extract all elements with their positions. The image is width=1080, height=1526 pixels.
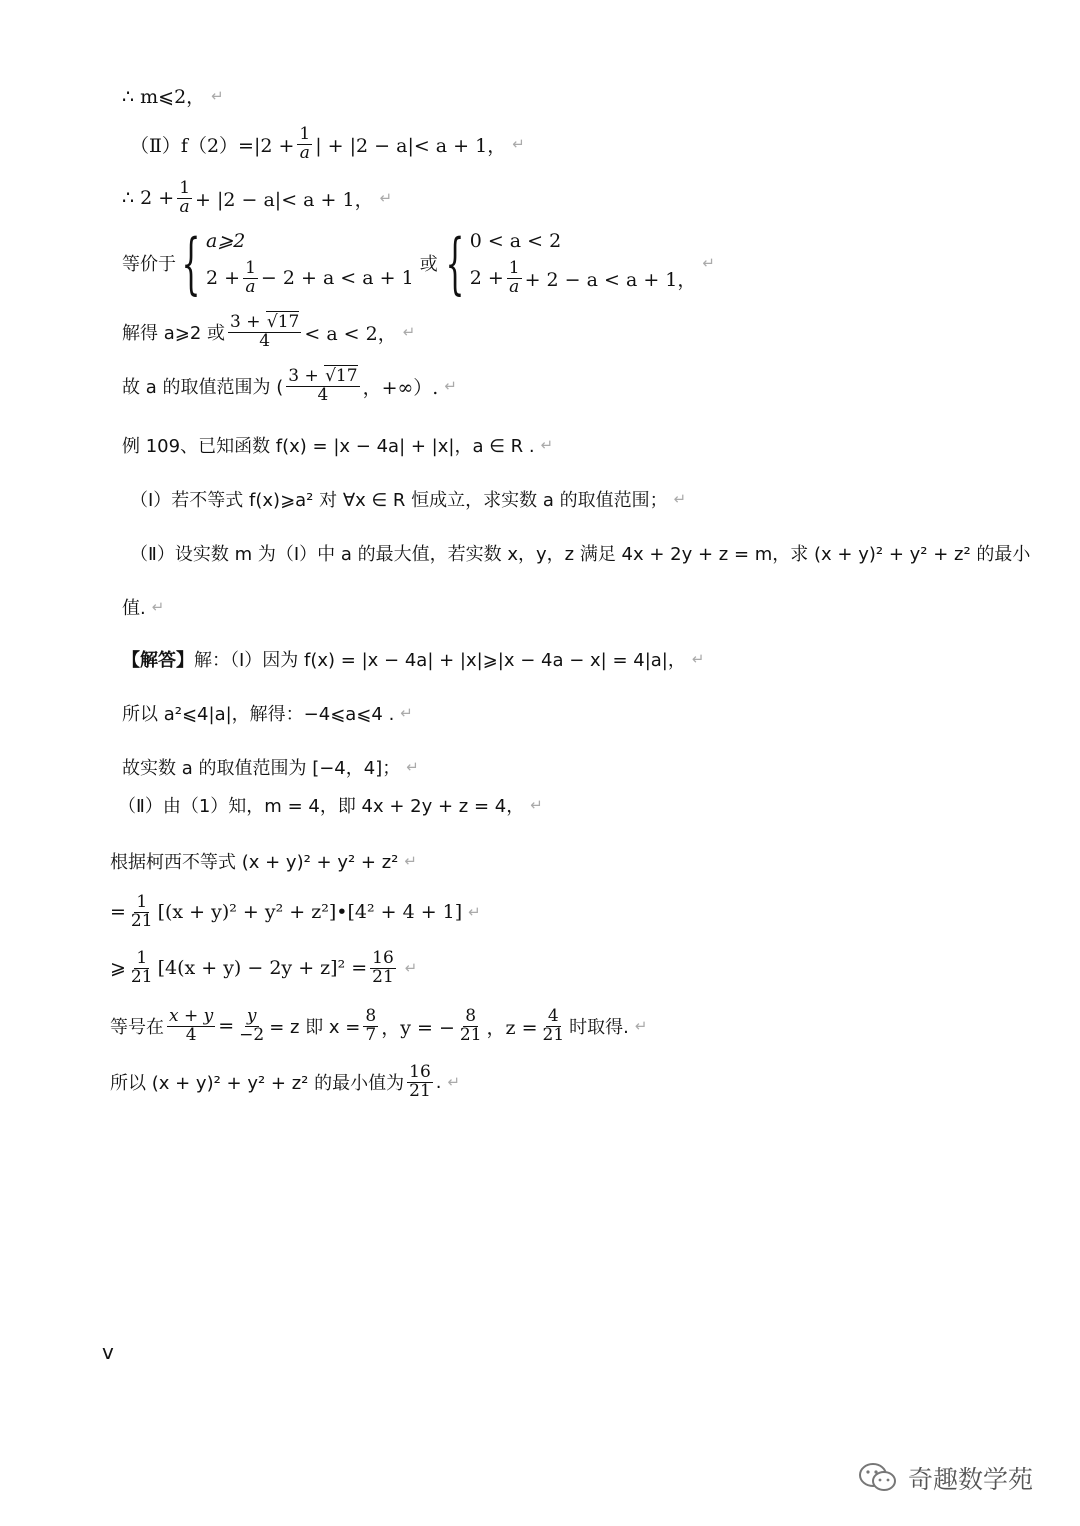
denominator: 21 bbox=[130, 966, 153, 987]
condition: 0 < a < 2 bbox=[469, 230, 562, 252]
fraction bbox=[228, 314, 301, 351]
system-1 bbox=[206, 230, 414, 297]
return-mark: ↵ bbox=[447, 1073, 461, 1092]
line-17 bbox=[110, 950, 417, 987]
line-7 bbox=[122, 432, 553, 458]
text: 根据柯西不等式 (x + y)² + y² + z² bbox=[110, 852, 399, 873]
watermark bbox=[858, 1460, 1033, 1496]
denominator: −2 bbox=[239, 1024, 265, 1045]
fraction bbox=[177, 180, 192, 217]
text: 所以 (x + y)² + y² + z² 的最小值为 bbox=[110, 1073, 405, 1095]
sqrt: √17 bbox=[325, 366, 358, 386]
text: 解：（Ⅰ）因为 f(x) = |x − 4a| + |x|⩾|x − 4a − x| = 4|a|， bbox=[194, 650, 686, 671]
text: 3 + bbox=[288, 366, 325, 386]
text: + 2 − a < a + 1， bbox=[524, 268, 697, 291]
text: 2 + bbox=[206, 267, 241, 290]
return-mark: ↵ bbox=[404, 852, 417, 870]
text: = bbox=[218, 1015, 235, 1038]
return-mark: ↵ bbox=[379, 189, 393, 208]
denominator: 21 bbox=[542, 1024, 565, 1045]
text: （Ⅱ）由（1）知，m = 4，即 4x + 2y + z = 4， bbox=[118, 796, 525, 817]
answer-heading: 【解答】 bbox=[122, 650, 194, 671]
text: < a < 2， bbox=[304, 322, 397, 345]
fraction bbox=[129, 894, 155, 931]
fraction bbox=[370, 950, 396, 987]
numerator: 4 bbox=[547, 1006, 559, 1026]
line-2 bbox=[130, 126, 525, 163]
return-mark: ↵ bbox=[404, 959, 418, 978]
return-mark: ↵ bbox=[400, 704, 413, 722]
text: ⩾ bbox=[110, 957, 126, 980]
denominator: a bbox=[179, 196, 190, 217]
denominator: 4 bbox=[185, 1024, 197, 1045]
denominator: 21 bbox=[459, 1024, 482, 1045]
text: . bbox=[435, 1071, 442, 1093]
fraction bbox=[286, 368, 359, 405]
return-mark: ↵ bbox=[468, 903, 481, 922]
text: 故实数 a 的取值范围为 [−4，4]； bbox=[122, 758, 401, 779]
text: 等号在 bbox=[110, 1017, 164, 1039]
denominator: a bbox=[245, 276, 256, 297]
numerator: 1 bbox=[245, 258, 256, 278]
text: | + |2 − a|< a + 1， bbox=[315, 134, 507, 157]
condition bbox=[470, 260, 697, 297]
numerator: 1 bbox=[508, 258, 520, 278]
text: （Ⅱ）设实数 m 为（Ⅰ）中 a 的最大值，若实数 x，y，z 满足 4x + 2y + z = m，求 (x + y)² + y² + z² 的最小 bbox=[130, 544, 1031, 565]
fraction bbox=[363, 1008, 378, 1045]
return-mark: ↵ bbox=[691, 650, 705, 668]
fraction bbox=[458, 1008, 484, 1045]
sqrt: √17 bbox=[266, 312, 300, 332]
text: ，y = − bbox=[381, 1016, 455, 1039]
line-11 bbox=[122, 646, 704, 672]
numerator: 1 bbox=[136, 948, 148, 968]
watermark-text: 奇趣数学苑 bbox=[908, 1465, 1034, 1494]
text: 2 + bbox=[469, 267, 504, 290]
denominator: 7 bbox=[365, 1024, 377, 1045]
text: 故 a 的取值范围为 ( bbox=[122, 377, 284, 399]
text: = bbox=[110, 901, 126, 924]
line-15 bbox=[110, 848, 417, 874]
text: 时取得. bbox=[569, 1017, 629, 1039]
fraction bbox=[541, 1008, 567, 1045]
denominator: 21 bbox=[409, 1080, 431, 1101]
text: 等价于 bbox=[122, 254, 176, 276]
line-8 bbox=[130, 486, 686, 512]
numerator: 1 bbox=[299, 124, 311, 144]
denominator: 4 bbox=[317, 384, 329, 405]
text: [(x + y)² + y² + z²]•[4² + 4 + 1] bbox=[157, 901, 463, 924]
text: 例 109、已知函数 f(x) = |x − 4a| + |x|，a ∈ R . bbox=[122, 436, 535, 457]
fraction bbox=[237, 1008, 266, 1045]
numerator: 16 bbox=[409, 1062, 431, 1082]
system-2 bbox=[470, 230, 697, 297]
line-9 bbox=[130, 540, 1030, 566]
numerator: 8 bbox=[465, 1006, 477, 1026]
stray-char bbox=[102, 1340, 114, 1364]
line-6 bbox=[122, 368, 457, 405]
line-19 bbox=[110, 1064, 460, 1101]
line-13 bbox=[122, 754, 419, 780]
text: − 2 + a < a + 1 bbox=[260, 267, 414, 290]
return-mark: ↵ bbox=[512, 135, 525, 154]
numerator: 1 bbox=[136, 892, 148, 912]
return-mark: ↵ bbox=[406, 758, 419, 776]
return-mark: ↵ bbox=[211, 86, 224, 105]
numerator: 16 bbox=[372, 948, 394, 968]
condition bbox=[206, 260, 414, 297]
return-mark: ↵ bbox=[634, 1017, 648, 1036]
text: 值. bbox=[122, 598, 146, 619]
text: [4(x + y) − 2y + z]² = bbox=[157, 957, 368, 980]
brace: { bbox=[445, 224, 465, 302]
denominator: 4 bbox=[259, 330, 271, 351]
line-4 bbox=[122, 224, 715, 302]
return-mark: ↵ bbox=[444, 377, 457, 396]
text: ∴ 2 + bbox=[122, 187, 175, 210]
text: v bbox=[102, 1340, 114, 1364]
text: + |2 − a|< a + 1， bbox=[195, 188, 374, 211]
fraction bbox=[167, 1008, 215, 1045]
denominator: 21 bbox=[130, 910, 153, 931]
line-14 bbox=[118, 792, 543, 818]
numerator: x + y bbox=[169, 1006, 214, 1026]
condition: a⩾2 bbox=[206, 230, 246, 252]
text: （Ⅰ）若不等式 f(x)⩾a² 对 ∀x ∈ R 恒成立，求实数 a 的取值范围； bbox=[130, 490, 668, 511]
return-mark: ↵ bbox=[702, 254, 715, 273]
fraction bbox=[297, 126, 312, 163]
fraction bbox=[407, 1064, 433, 1101]
line-18 bbox=[110, 1008, 647, 1045]
text: 解得 a⩾2 或 bbox=[122, 323, 226, 345]
line-1 bbox=[122, 82, 224, 109]
line-5 bbox=[122, 314, 415, 351]
text: 或 bbox=[419, 254, 438, 276]
fraction bbox=[129, 950, 155, 987]
denominator: a bbox=[509, 276, 520, 297]
line-16 bbox=[110, 894, 481, 931]
text: （Ⅱ）f（2）=|2 + bbox=[130, 134, 295, 157]
text: 3 + bbox=[230, 312, 266, 332]
line-3 bbox=[122, 180, 392, 217]
return-mark: ↵ bbox=[673, 490, 687, 508]
brace: { bbox=[181, 224, 201, 302]
line-12 bbox=[122, 700, 413, 726]
return-mark: ↵ bbox=[402, 323, 416, 342]
text: ∴ m⩽2， bbox=[122, 86, 206, 108]
return-mark: ↵ bbox=[530, 796, 543, 814]
numerator: 1 bbox=[179, 178, 191, 198]
line-10 bbox=[122, 594, 164, 620]
text: = z 即 x = bbox=[269, 1017, 361, 1039]
text: ，+∞）. bbox=[362, 376, 439, 399]
text: 所以 a²⩽4|a|，解得：−4⩽a⩽4 . bbox=[122, 704, 395, 725]
wechat-icon bbox=[858, 1462, 898, 1494]
fraction bbox=[243, 260, 258, 297]
numerator: y bbox=[246, 1006, 257, 1026]
return-mark: ↵ bbox=[151, 598, 165, 616]
text: ，z = bbox=[486, 1016, 538, 1039]
return-mark: ↵ bbox=[540, 436, 554, 454]
numerator: 8 bbox=[365, 1006, 377, 1026]
denominator: a bbox=[299, 142, 310, 163]
denominator: 21 bbox=[372, 966, 394, 987]
fraction bbox=[507, 260, 522, 297]
